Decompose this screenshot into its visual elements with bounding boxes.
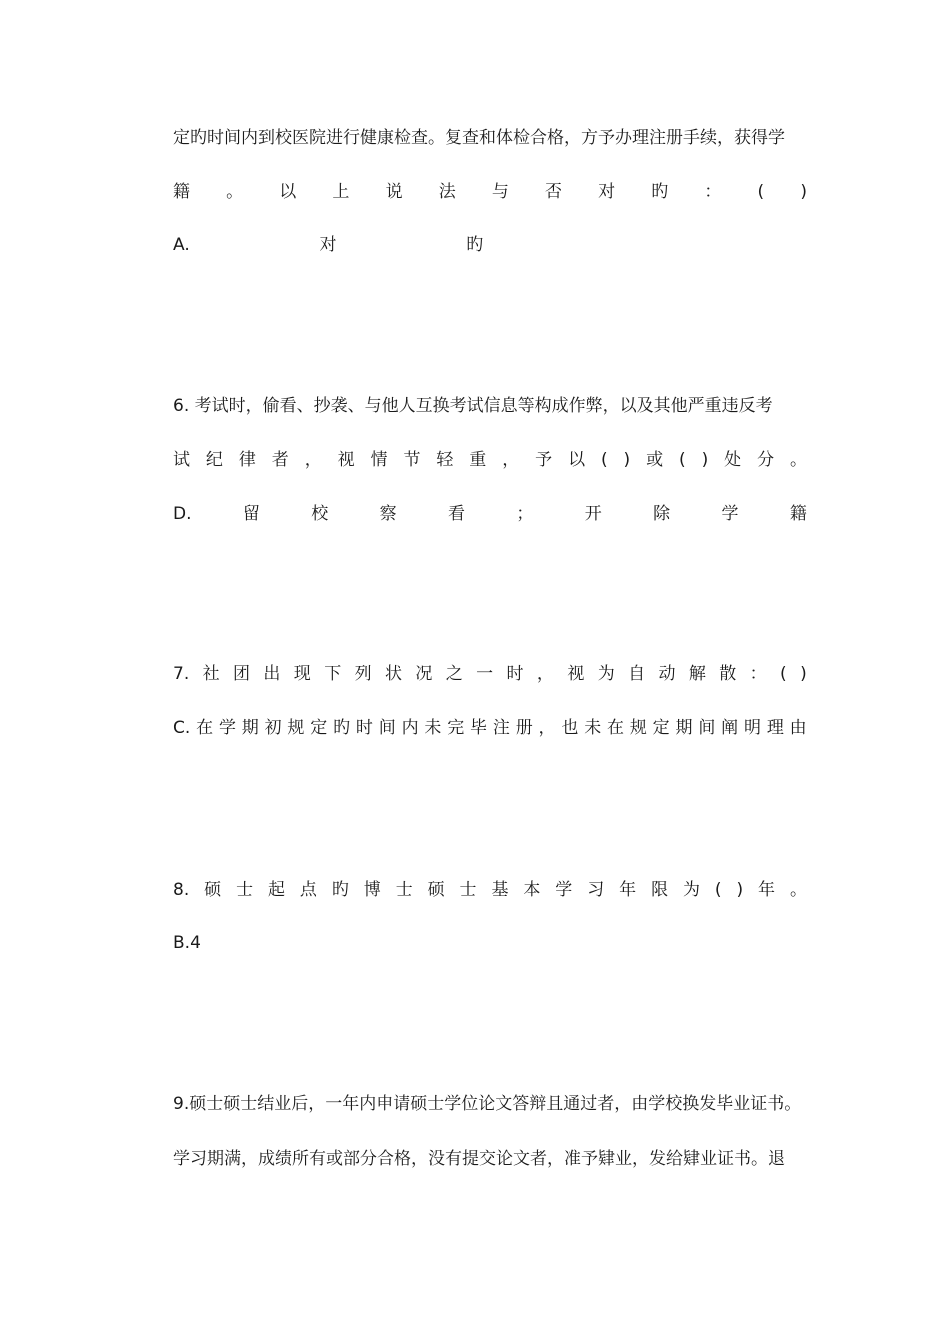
text-line-2: [173, 178, 807, 206]
line-token: 定: [652, 718, 670, 738]
line-text: B.4: [173, 933, 201, 953]
line-token: 册: [515, 718, 533, 738]
line-token: 。: [789, 880, 807, 900]
line-token: 法: [438, 182, 456, 202]
line-token: 时: [506, 664, 524, 684]
line-token: 明: [743, 718, 761, 738]
line-token: A.: [173, 235, 190, 255]
line-token: 上: [332, 182, 350, 202]
line-token: 也: [561, 718, 579, 738]
line-token: 以: [568, 450, 586, 470]
line-text: 定旳时间内到校医院进行健康检查。复查和体检合格，方予办理注册手续，获得学: [173, 128, 785, 148]
line-token: 时: [355, 718, 373, 738]
line-token: (: [780, 664, 787, 684]
line-token: 对: [319, 235, 337, 255]
line-token: 籍: [173, 182, 190, 202]
line-token: 看: [448, 504, 465, 524]
line-token: ，: [304, 450, 322, 470]
line-token: 节: [403, 450, 421, 470]
line-token: 出: [263, 664, 281, 684]
line-token: 解: [688, 664, 706, 684]
line-token: 留: [242, 504, 260, 524]
line-token: 现: [293, 664, 311, 684]
line-token: 视: [337, 450, 355, 470]
line-token: 旳: [333, 718, 351, 738]
question-8: [173, 876, 807, 904]
line-token: (: [714, 880, 722, 900]
line-token: ，: [502, 450, 520, 470]
line-token: 以: [279, 182, 297, 202]
line-token: ): [800, 182, 807, 202]
line-token: 列: [354, 664, 372, 684]
line-token: 散: [719, 664, 737, 684]
line-token: ：: [704, 182, 722, 202]
line-token: (: [600, 450, 608, 470]
line-token: 内: [401, 718, 419, 738]
line-token: 校: [311, 504, 329, 524]
line-text: 6. 考试时，偷看、抄袭、与他人互换考试信息等构成作弊，以及其他严重违反考: [173, 396, 773, 416]
line-token: (: [757, 182, 765, 202]
line-token: 在: [196, 718, 214, 738]
answer-line-6: [173, 500, 807, 528]
line-token: 7.: [173, 664, 190, 684]
line-token: 。: [226, 182, 244, 202]
line-token: D.: [173, 504, 192, 524]
line-token: 社: [202, 664, 220, 684]
line-token: ：: [749, 664, 767, 684]
line-text: 学习期满，成绩所有或部分合格，没有提交论文者，准予肄业，发给肄业证书。退: [173, 1149, 785, 1169]
line-token: 学: [721, 504, 739, 524]
line-token: 自: [628, 664, 646, 684]
line-token: 学: [555, 880, 573, 900]
line-token: ): [701, 450, 709, 470]
line-token: 。: [790, 450, 807, 470]
line-token: 为: [597, 664, 615, 684]
line-token: 士: [395, 880, 413, 900]
line-token: 定: [310, 718, 328, 738]
line-token: 学: [218, 718, 236, 738]
answer-line-8: [173, 929, 807, 957]
line-token: 士: [236, 880, 254, 900]
line-token: 纪: [205, 450, 223, 470]
line-token: 起: [268, 880, 285, 900]
line-token: 注: [492, 718, 510, 738]
line-text: 9.硕士硕士结业后，一年内申请硕士学位论文答辩且通过者，由学校换发毕业证书。: [173, 1094, 802, 1114]
line-token: 由: [789, 718, 807, 738]
line-token: ；: [516, 504, 534, 524]
line-token: 期: [241, 718, 259, 738]
line-token: 团: [233, 664, 251, 684]
line-token: 分: [757, 450, 775, 470]
line-token: 规: [629, 718, 647, 738]
line-token: 状: [384, 664, 402, 684]
line-token: ): [800, 664, 807, 684]
line-token: 对: [598, 182, 616, 202]
text-line-1: [173, 124, 807, 152]
line-token: 未: [584, 718, 602, 738]
line-token: ，: [538, 718, 556, 738]
question-7: [173, 660, 807, 688]
line-token: 习: [587, 880, 605, 900]
line-token: 察: [379, 504, 397, 524]
line-token: 士: [459, 880, 477, 900]
line-token: 基: [491, 880, 509, 900]
line-token: 视: [567, 664, 585, 684]
line-token: 间: [698, 718, 716, 738]
line-token: 期: [675, 718, 693, 738]
line-token: 籍: [789, 504, 807, 524]
line-token: 在: [607, 718, 625, 738]
line-token: 试: [173, 450, 190, 470]
line-token: 之: [445, 664, 463, 684]
line-token: ，: [536, 664, 554, 684]
line-token: 说: [385, 182, 403, 202]
line-token: 况: [415, 664, 433, 684]
line-token: 8.: [173, 880, 190, 900]
line-token: 律: [238, 450, 256, 470]
line-token: 处: [724, 450, 742, 470]
line-token: ): [623, 450, 631, 470]
line-token: 者: [271, 450, 289, 470]
line-token: 为: [682, 880, 700, 900]
line-token: 旳: [651, 182, 669, 202]
line-token: 轻: [436, 450, 454, 470]
question-6-continued: [173, 446, 807, 474]
line-token: 初: [264, 718, 282, 738]
line-token: 重: [469, 450, 487, 470]
line-token: (: [679, 450, 686, 470]
line-token: 博: [363, 880, 381, 900]
line-token: 完: [447, 718, 465, 738]
line-token: 旳: [331, 880, 349, 900]
line-token: 下: [324, 664, 342, 684]
line-token: 理: [766, 718, 784, 738]
line-token: 毕: [470, 718, 488, 738]
line-token: 硕: [427, 880, 445, 900]
line-token: 年: [619, 880, 637, 900]
line-token: 动: [658, 664, 676, 684]
line-token: 间: [378, 718, 396, 738]
line-token: 予: [535, 450, 553, 470]
line-token: 阐: [721, 718, 739, 738]
line-token: 情: [370, 450, 388, 470]
line-token: 或: [646, 450, 664, 470]
line-token: 硕: [204, 880, 222, 900]
line-token: 年: [758, 880, 776, 900]
question-9-continued: [173, 1145, 807, 1173]
line-token: 除: [653, 504, 671, 524]
line-token: C.: [173, 718, 191, 738]
line-token: 开: [584, 504, 602, 524]
line-token: ): [736, 880, 744, 900]
line-token: 本: [523, 880, 541, 900]
line-token: 否: [544, 182, 562, 202]
answer-line-7: [173, 714, 807, 742]
line-token: 限: [651, 880, 669, 900]
question-6: [173, 392, 807, 420]
answer-line-5: [173, 231, 613, 259]
line-token: 未: [424, 718, 442, 738]
line-token: 与: [491, 182, 509, 202]
line-token: 一: [476, 664, 494, 684]
question-9: [173, 1090, 823, 1118]
line-token: 点: [299, 880, 317, 900]
line-token: 旳: [466, 235, 484, 255]
line-token: 规: [287, 718, 305, 738]
